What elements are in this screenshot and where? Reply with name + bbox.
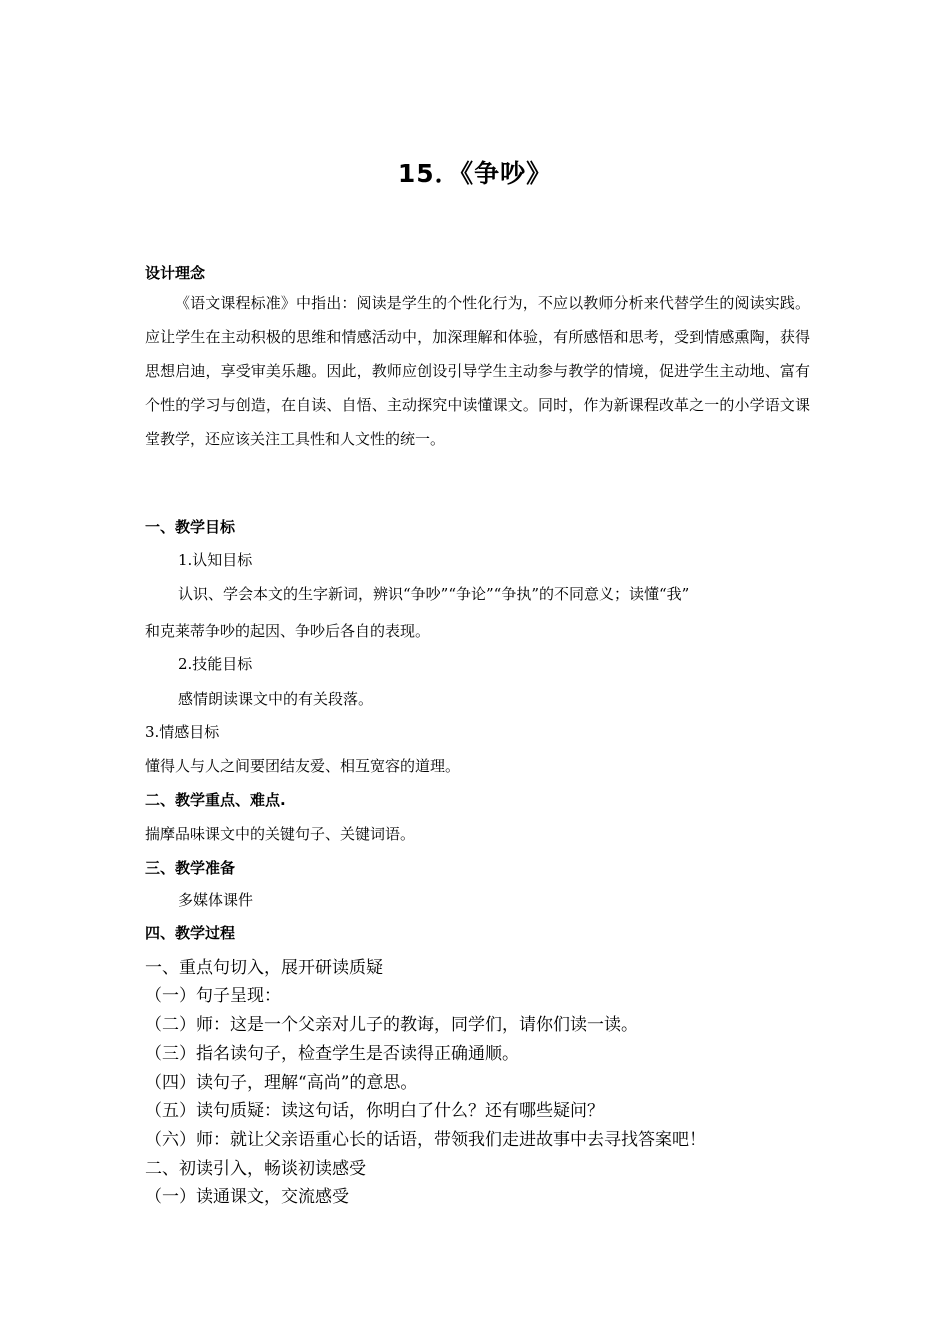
design-concept-heading: 设计理念 (145, 264, 206, 282)
process-line: （五）读句质疑：读这句话，你明白了什么？还有哪些疑问？ (145, 1101, 604, 1121)
process-line: （三）指名读句子，检查学生是否读得正确通顺。 (145, 1044, 519, 1064)
process-line: 二、初读引入，畅谈初读感受 (145, 1159, 366, 1179)
process-line: （一）句子呈现： (145, 986, 281, 1006)
process-line: （四）读句子，理解“高尚”的意思。 (145, 1073, 418, 1093)
cognitive-goal-heading: 1.认知目标 (178, 551, 253, 569)
key-points-text: 揣摩品味课文中的关键句子、关键词语。 (145, 825, 416, 843)
page-title: 15．《争吵》 (397, 159, 553, 188)
preparation-text: 多媒体课件 (178, 891, 254, 909)
preparation-heading: 三、教学准备 (145, 859, 236, 877)
skill-goal-text: 感情朗读课文中的有关段落。 (178, 690, 374, 708)
cognitive-goal-line-2: 和克莱蒂争吵的起因、争吵后各自的表现。 (145, 622, 431, 640)
process-line: 一、重点句切入，展开研读质疑 (145, 958, 383, 978)
process-heading: 四、教学过程 (145, 924, 236, 942)
key-points-heading: 二、教学重点、难点. (145, 791, 286, 809)
process-line: （一）读通课文，交流感受 (145, 1187, 349, 1207)
process-line: （六）师：就让父亲语重心长的话语，带领我们走进故事中去寻找答案吧！ (145, 1130, 706, 1150)
emotion-goal-text: 懂得人与人之间要团结友爱、相互宽容的道理。 (145, 757, 461, 775)
skill-goal-heading: 2.技能目标 (178, 655, 253, 673)
cognitive-goal-line-1: 认识、学会本文的生字新词，辨识“争吵”“争论”“争执”的不同意义；读懂“我” (178, 585, 690, 603)
design-concept-section (145, 286, 810, 456)
process-line: （二）师：这是一个父亲对儿子的教诲，同学们，请你们读一读。 (145, 1015, 638, 1035)
emotion-goal-heading: 3.情感目标 (145, 723, 220, 741)
design-concept-paragraph: 《语文课程标准》中指出：阅读是学生的个性化行为，不应以教师分析来代替学生的阅读实践。应让学生在主动积极的思维和情感活动中，加深理解和体验，有所感悟和思考，受到情感熏陶，获得思想启迪，享受审美乐趣。因此，教师应创设引导学生主动参与教学的情境，促进学生主动地、富有个性的学习与创造，在自读、自悟、主动探究中读懂课文。同时，作为新课程改革之一的小学语文课堂教学，还应该关注工具性和人文性的统一。 (145, 294, 810, 448)
goals-heading: 一、教学目标 (145, 518, 236, 536)
